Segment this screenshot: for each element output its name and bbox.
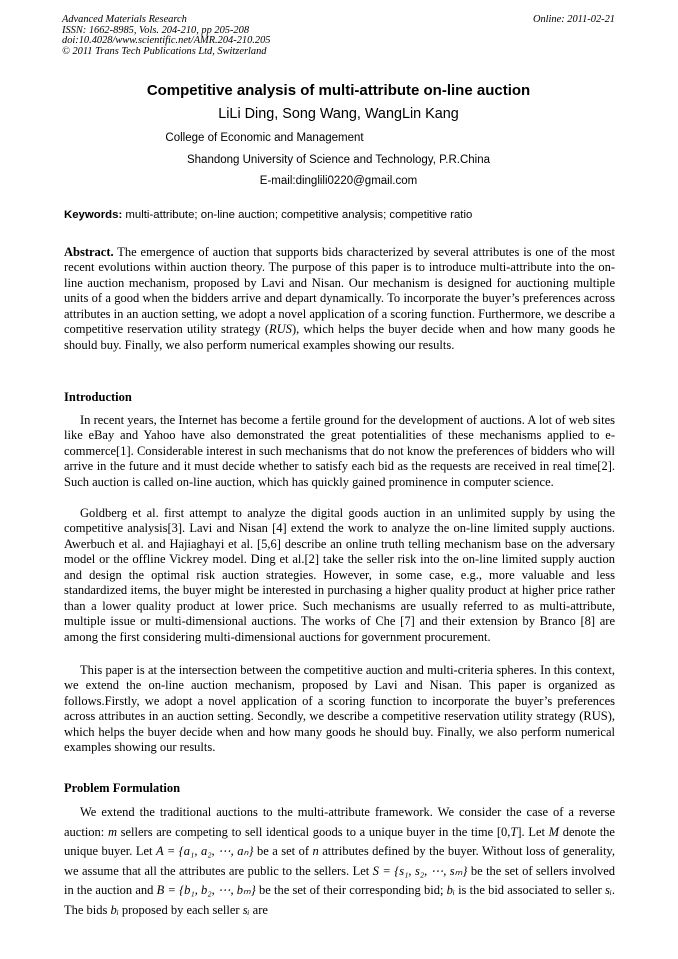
problem-text: denote the unique buyer. Let	[64, 824, 615, 859]
problem-text: We extend the traditional auctions to the multi-attribute framework. We consider the case of a reverse auction:	[64, 805, 615, 839]
intro-paragraph-2: Goldberg et al. first attempt to analyze the digital goods auction in an unlimited supply by using the competitive analysis[3]. Lavi and Nisan [4] extend the work to analyze the on-line limited supply auctions. Awerbuch et al. and Hajiaghayi et al. [5,6] describe an online truth telling mechanism base on the adversary model or the offline Vickrey model. Ding et al.[2] take the seller risk into the on-line limited supply auction and design the optimal risk auction strategies. However, in some case, e.g., more valuable and less standardized items, the buyer might be interested in purchasing a higher quality product at higher price rather than a lower quality product at lower price. Such mechanisms are usually referred to as multi-attribute, multiple issue or multi-dimensional auctions. The works of Che [7] and their extension by Branco [8] are among the first considering multi-dimensional auctions for government procurement.	[64, 506, 615, 644]
math-M: M	[548, 824, 560, 839]
section-heading-problem-formulation: Problem Formulation	[64, 781, 181, 795]
issn-line: ISSN: 1662-8985, Vols. 204-210, pp 205-208	[62, 24, 250, 36]
problem-text: attributes defined by the buyer. Without loss of generality, we assume that all the attributes are public to the sellers. Let	[64, 844, 615, 878]
math-si: sᵢ	[242, 902, 250, 917]
problem-text: is the bid associated to seller	[454, 883, 606, 898]
keywords	[64, 208, 617, 223]
abstract-text-2: ), which helps the buyer decide when and how many goods he should buy. Finally, we also perform numerical examples showing our results.	[64, 322, 615, 352]
online-date: Online: 2011-02-21	[532, 14, 615, 25]
math-T: T	[510, 824, 518, 839]
problem-text: proposed by each seller	[118, 902, 243, 917]
math-m: m	[107, 824, 117, 839]
problem-text: be the set of their corresponding bid;	[255, 883, 447, 898]
author-email: E-mail:dinglili0220@gmail.com	[259, 175, 418, 187]
math-set-B: B = {b₁, b₂, ⋯, bₘ}	[156, 883, 256, 898]
abstract-rus: RUS	[269, 322, 292, 337]
problem-text: be the set of sellers involved in the auction and	[64, 863, 615, 898]
math-set-A: A = {a₁, a₂, ⋯, aₙ}	[155, 844, 254, 859]
math-bi: bᵢ	[446, 883, 455, 898]
problem-text: are	[249, 902, 268, 917]
math-si: sᵢ	[605, 883, 612, 898]
abstract-text-1: The emergence of auction that supports bids characterized by several attributes is one of the most recent evolutions within auction theory. The purpose of this paper is to introduce multi-attribute into the on-line auction mechanism, proposed by Lavi and Nisan. Our mechanism is designed for auctioning multiple units of a good when the bidders arrive and depart dynamically. To incorporate the buyer’s preferences across attributes in an auction setting, we adopt a novel application of a scoring function. Furthermore, we describe a competitive reservation utility strategy (	[64, 245, 615, 337]
abstract	[64, 245, 615, 353]
problem-text: ]. Let	[517, 824, 549, 839]
problem-paragraph-1	[64, 803, 615, 921]
problem-text: . The bids	[64, 883, 615, 917]
keywords-text: multi-attribute; on-line auction; competitive analysis; competitive ratio	[122, 209, 473, 221]
doi-line: doi:10.4028/www.scientific.net/AMR.204-210.205	[62, 35, 271, 47]
math-n: n	[312, 844, 319, 859]
affiliation-university: Shandong University of Science and Technology, P.R.China	[186, 154, 491, 166]
paper-title: Competitive analysis of multi-attribute on-line auction	[146, 82, 531, 99]
keywords-label: Keywords:	[64, 209, 123, 221]
author-list: LiLi Ding, Song Wang, WangLin Kang	[218, 106, 459, 122]
affiliation-college: College of Economic and Management	[165, 132, 364, 144]
problem-text: be a set of	[253, 844, 313, 859]
problem-text: sellers are competing to sell identical goods to a unique buyer in the time [0,	[116, 824, 511, 839]
journal-header	[62, 15, 615, 57]
copyright-line: © 2011 Trans Tech Publications Ltd, Switzerland	[62, 45, 267, 57]
journal-name: Advanced Materials Research	[62, 14, 187, 25]
section-heading-introduction: Introduction	[64, 390, 132, 404]
math-bi: bᵢ	[110, 902, 119, 917]
abstract-label: Abstract.	[64, 245, 114, 259]
intro-paragraph-1: In recent years, the Internet has become a fertile ground for the development of auctions. A lot of web sites like eBay and Yahoo have also demonstrated the great potentialities of these mechanisms applied to e-commerce[1]. Considerable interest in such mechanisms that do not know the preferences of bidders who will arrive in the future and it must decide whether to satisfy each bid as the requests are received in real time[2]. Such auction is called on-line auction, which has quickly gained prominence in computer science.	[64, 413, 615, 489]
math-set-S: S = {s₁, s₂, ⋯, sₘ}	[372, 863, 468, 878]
intro-paragraph-3: This paper is at the intersection between the competitive auction and multi-criteria spheres. In this context, we extend the on-line auction mechanism, proposed by Lavi and Nisan. This paper is organized as follows.Firstly, we adopt a novel application of a scoring function to incorporate the buyer’s preferences across attributes in an auction setting. Secondly, we describe a competitive reservation utility strategy (RUS), which helps the buyer decide when and how many goods he should buy. Finally, we also perform numerical examples showing our results.	[64, 663, 615, 755]
